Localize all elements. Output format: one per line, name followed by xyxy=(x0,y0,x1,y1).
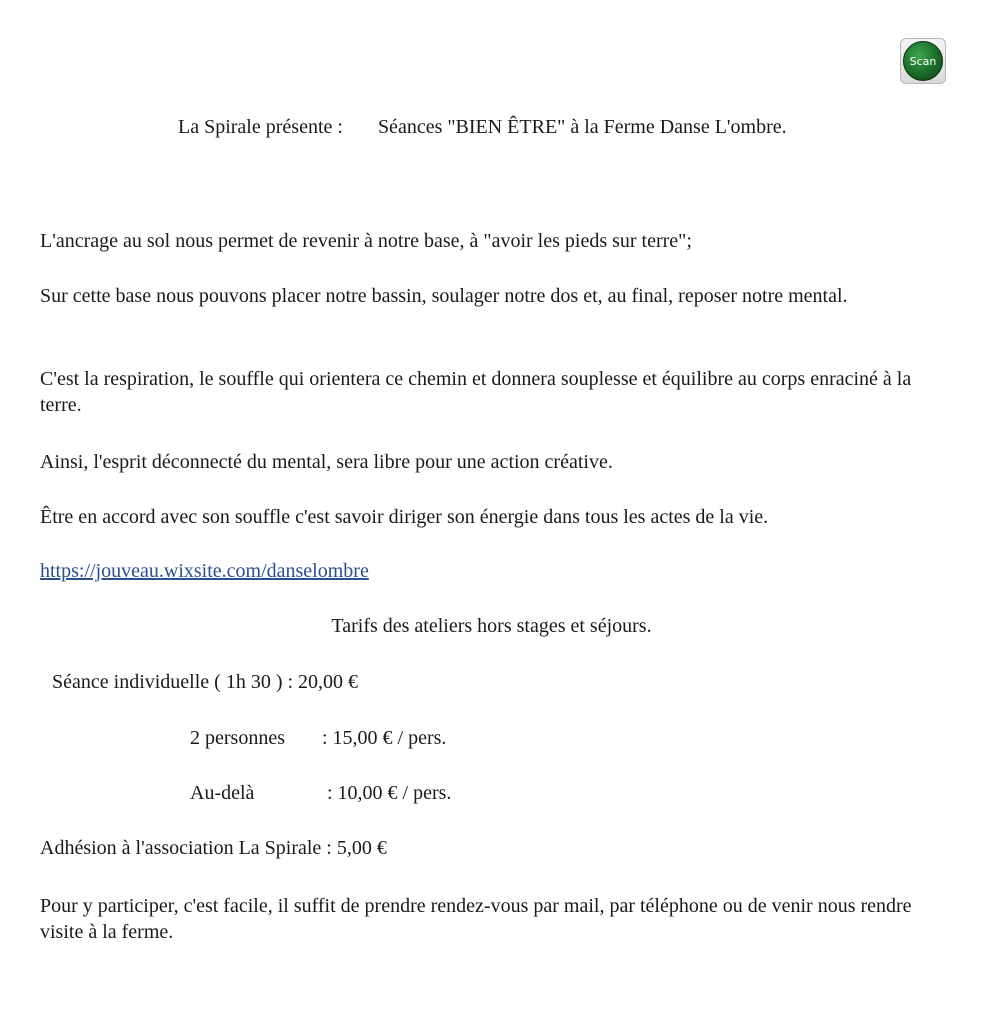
document-title: Séances "BIEN ÊTRE" à la Ferme Danse L'ombre. xyxy=(377,116,787,138)
paragraph-breathing: C'est la respiration, le souffle qui orientera ce chemin et donnera souplesse et équilibre au corps enraciné à la terre. xyxy=(40,368,912,416)
price-individual: Séance individuelle ( 1h 30 ) : 20,00 € xyxy=(52,671,359,693)
price-beyond-row xyxy=(190,782,451,805)
paragraph-base: Sur cette base nous pouvons placer notre bassin, soulager notre dos et, au final, reposer notre mental. xyxy=(40,285,848,307)
membership-fee: Adhésion à l'association La Spirale : 5,00 € xyxy=(40,837,387,859)
price-beyond-label: Au-delà xyxy=(190,782,255,804)
presenter-text: La Spirale présente : xyxy=(178,116,343,138)
pricing-title: Tarifs des ateliers hors stages et séjours. xyxy=(331,615,652,637)
scan-icon xyxy=(903,41,943,81)
price-two-value: : 15,00 € / pers. xyxy=(322,727,447,749)
closing-paragraph: Pour y participer, c'est facile, il suffit de prendre rendez-vous par mail, par téléphone ou de venir nous rendre visite à la ferme. xyxy=(40,895,912,943)
price-beyond-value: : 10,00 € / pers. xyxy=(327,782,452,804)
document-header xyxy=(178,116,787,139)
price-two-label: 2 personnes xyxy=(190,727,285,749)
paragraph-mind: Ainsi, l'esprit déconnecté du mental, sera libre pour une action créative. xyxy=(40,451,613,473)
website-link[interactable]: https://jouveau.wixsite.com/danselombre xyxy=(40,560,369,582)
price-two-persons-row xyxy=(190,727,446,750)
paragraph-grounding: L'ancrage au sol nous permet de revenir à notre base, à "avoir les pieds sur terre"; xyxy=(40,230,692,252)
paragraph-energy: Être en accord avec son souffle c'est savoir diriger son énergie dans tous les actes de la vie. xyxy=(40,506,769,528)
scan-badge[interactable] xyxy=(900,38,946,84)
scan-label: Scan xyxy=(909,54,937,68)
